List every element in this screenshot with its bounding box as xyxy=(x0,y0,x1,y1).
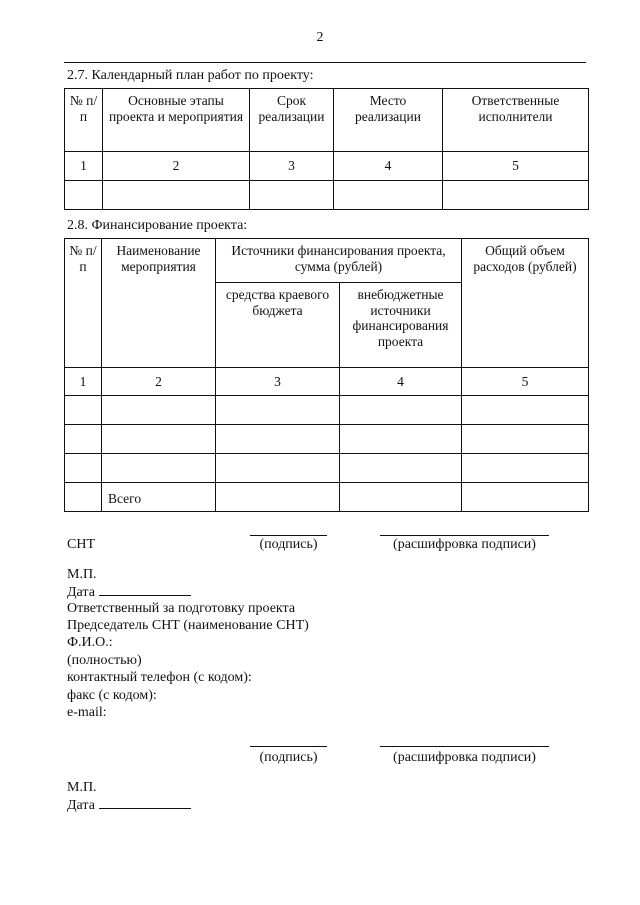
section-28-title: 2.8. Финансирование проекта: xyxy=(67,218,248,233)
column-number: 3 xyxy=(216,368,340,396)
empty-cell[interactable] xyxy=(216,425,340,454)
empty-cell[interactable] xyxy=(462,425,589,454)
empty-cell[interactable] xyxy=(250,181,334,210)
empty-cell[interactable] xyxy=(65,483,102,512)
date-field xyxy=(67,796,191,814)
header-cell: Основные этапы проекта и мероприятия xyxy=(103,89,250,152)
header-cell: внебюджетные источники финансирования проекта xyxy=(340,283,462,368)
table-number-row xyxy=(65,368,589,396)
signature-decode-line[interactable] xyxy=(380,535,549,536)
empty-cell[interactable] xyxy=(216,483,340,512)
column-number: 4 xyxy=(334,152,443,181)
financing-table xyxy=(64,238,589,512)
table-header-row xyxy=(65,239,589,283)
header-divider xyxy=(64,62,586,63)
header-cell: Место реализации xyxy=(334,89,443,152)
header-cell: Срок реализации xyxy=(250,89,334,152)
empty-cell[interactable] xyxy=(216,396,340,425)
table-row xyxy=(65,396,589,425)
fax-label: факс (с кодом): xyxy=(67,688,157,703)
fullname-label: (полностью) xyxy=(67,653,142,668)
empty-cell[interactable] xyxy=(334,181,443,210)
column-number: 5 xyxy=(462,368,589,396)
section-27-title: 2.7. Календарный план работ по проекту: xyxy=(67,68,314,83)
column-number: 4 xyxy=(340,368,462,396)
column-number: 2 xyxy=(102,368,216,396)
date-blank[interactable] xyxy=(99,583,191,596)
signature-label: (подпись) xyxy=(259,537,318,552)
signature-decode-label: (расшифровка подписи) xyxy=(393,750,536,765)
table-number-row xyxy=(65,152,589,181)
empty-cell[interactable] xyxy=(65,454,102,483)
empty-cell[interactable] xyxy=(216,454,340,483)
email-label: e-mail: xyxy=(67,705,107,720)
date-label: Дата xyxy=(67,585,95,600)
empty-cell[interactable] xyxy=(103,181,250,210)
empty-cell[interactable] xyxy=(443,181,589,210)
column-number: 2 xyxy=(103,152,250,181)
empty-cell[interactable] xyxy=(340,454,462,483)
total-row xyxy=(65,483,589,512)
signature-line[interactable] xyxy=(250,746,327,747)
empty-cell[interactable] xyxy=(462,483,589,512)
empty-cell[interactable] xyxy=(65,425,102,454)
empty-cell[interactable] xyxy=(340,483,462,512)
header-cell: Источники финансирования проекта, сумма (рублей) xyxy=(216,239,462,283)
table-row xyxy=(65,181,589,210)
empty-cell[interactable] xyxy=(102,454,216,483)
header-cell: Общий объем расходов (рублей) xyxy=(462,239,589,368)
empty-cell[interactable] xyxy=(65,181,103,210)
date-field xyxy=(67,583,191,601)
header-cell: № п/п xyxy=(65,239,102,368)
org-label: СНТ xyxy=(67,537,95,552)
date-label: Дата xyxy=(67,798,95,813)
signature-line[interactable] xyxy=(250,535,327,536)
page-number: 2 xyxy=(316,30,324,45)
signature-decode-line[interactable] xyxy=(380,746,549,747)
empty-cell[interactable] xyxy=(102,396,216,425)
signature-label: (подпись) xyxy=(259,750,318,765)
calendar-plan-table xyxy=(64,88,589,210)
empty-cell[interactable] xyxy=(462,454,589,483)
empty-cell[interactable] xyxy=(340,425,462,454)
column-number: 3 xyxy=(250,152,334,181)
table-row xyxy=(65,454,589,483)
signature-decode-label: (расшифровка подписи) xyxy=(393,537,536,552)
table-row xyxy=(65,425,589,454)
header-cell: Ответственные исполнители xyxy=(443,89,589,152)
phone-label: контактный телефон (с кодом): xyxy=(67,670,252,685)
chairman-label: Председатель СНТ (наименование СНТ) xyxy=(67,618,309,633)
fio-label: Ф.И.О.: xyxy=(67,635,113,650)
header-cell: Наименование мероприятия xyxy=(102,239,216,368)
empty-cell[interactable] xyxy=(462,396,589,425)
date-blank[interactable] xyxy=(99,796,191,809)
table-header-row xyxy=(65,89,589,152)
total-label: Всего xyxy=(102,483,216,512)
stamp-label: М.П. xyxy=(67,780,97,795)
empty-cell[interactable] xyxy=(102,425,216,454)
stamp-label: М.П. xyxy=(67,567,97,582)
responsible-label: Ответственный за подготовку проекта xyxy=(67,601,296,616)
column-number: 5 xyxy=(443,152,589,181)
header-cell: № п/п xyxy=(65,89,103,152)
empty-cell[interactable] xyxy=(65,396,102,425)
empty-cell[interactable] xyxy=(340,396,462,425)
header-cell: средства краевого бюджета xyxy=(216,283,340,368)
column-number: 1 xyxy=(65,368,102,396)
column-number: 1 xyxy=(65,152,103,181)
